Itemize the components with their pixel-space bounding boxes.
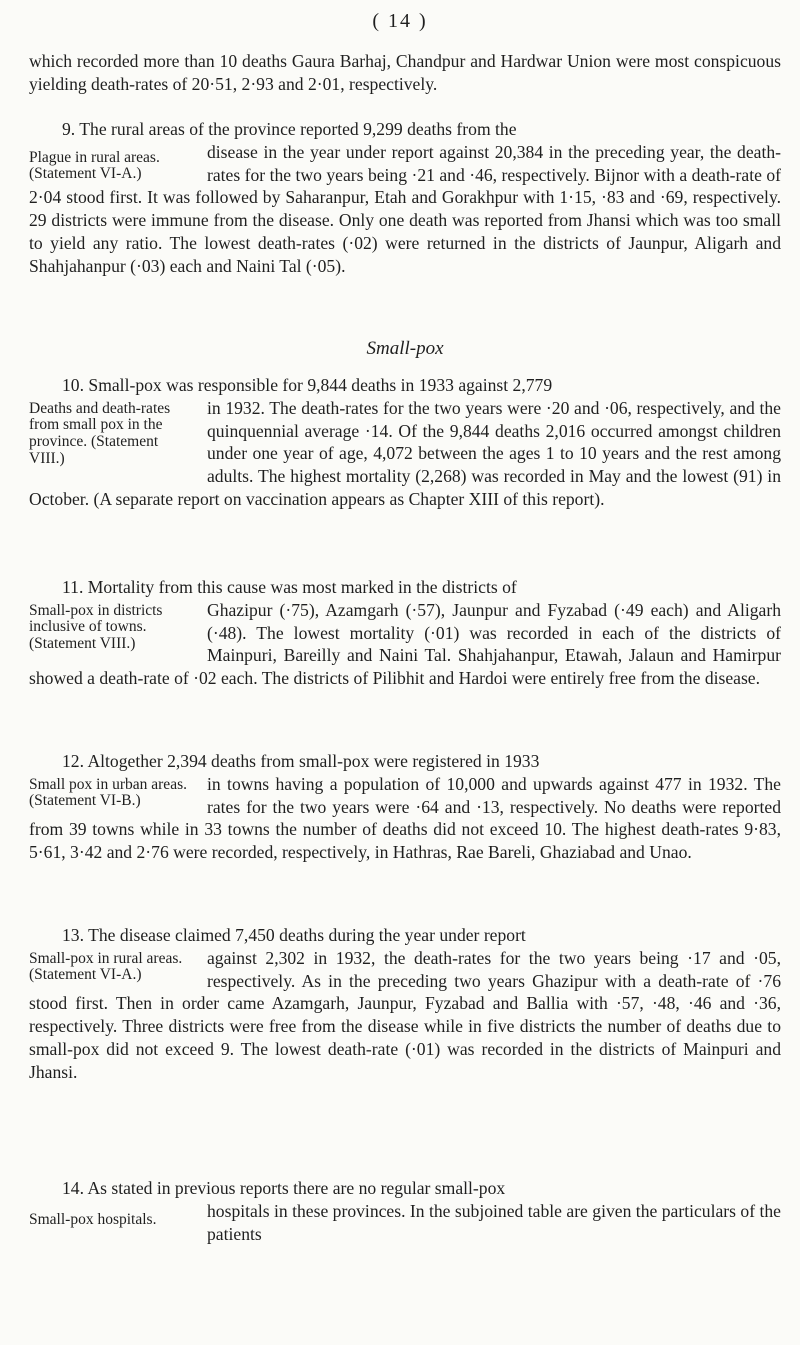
paragraph-10-lead	[29, 374, 781, 397]
paragraph-9-number: 9.	[62, 119, 76, 139]
paragraph-9-lead	[29, 118, 781, 141]
paragraph-11-lead-text: Mortality from this cause was most marked in the districts of	[87, 577, 517, 597]
paragraph-11	[29, 576, 781, 690]
paragraph-9	[29, 118, 781, 278]
paragraph-14-number: 14.	[62, 1178, 84, 1198]
margin-note-small-pox-province: Deaths and death-rates from small pox in the province. (Statement VIII.)	[29, 399, 171, 467]
paragraph-10	[29, 374, 781, 511]
margin-note-small-pox-urban: Small pox in urban areas. (Statement VI-B.)	[29, 775, 187, 810]
paragraph-13	[29, 924, 781, 1084]
section-heading-wrap	[29, 337, 781, 361]
intro-text: which recorded more than 10 deaths Gaura Barhaj, Chandpur and Hardwar Union were most conspicuous yielding death-rates of 20·51, 2·93 and 2·01, respectively.	[29, 51, 781, 94]
paragraph-10-lead-text: Small-pox was responsible for 9,844 deaths in 1933 against 2,779	[88, 375, 553, 395]
paragraph-13-lead-text: The disease claimed 7,450 deaths during the year under report	[88, 925, 526, 945]
paragraph-12-lead-text: Altogether 2,394 deaths from small-pox were registered in 1933	[87, 751, 540, 771]
margin-note-small-pox-rural: Small-pox in rural areas. (Statement VI-A.)	[29, 949, 183, 984]
paragraph-14	[29, 1177, 781, 1245]
paragraph-13-lead	[29, 924, 781, 947]
margin-note-plague-rural: Plague in rural areas. (Statement VI-A.)	[29, 148, 160, 183]
page-number: ( 14 )	[372, 10, 428, 32]
paragraph-12-lead	[29, 750, 781, 773]
paragraph-11-lead	[29, 576, 781, 599]
paragraph-11-text: Ghazipur (·75), Azamgarh (·57), Jaunpur and Fyzabad (·49 each) and Aligarh (·48). The lowest mortality (·01) was recorded in each of the districts of Mainpuri, Bareilly and Naini Tal. Shahjahanpur, Etawah, Jalaun and Hamirpur showed a death-rate of ·02 each. The districts of Pilibhit and Hardoi were entirely free from the disease.	[29, 599, 781, 689]
section-heading-small-pox: Small-pox	[366, 338, 444, 359]
paragraph-10-number: 10.	[62, 375, 84, 395]
paragraph-12-number: 12.	[62, 751, 84, 771]
paragraph-14-lead-text: As stated in previous reports there are no regular small-pox	[87, 1178, 506, 1198]
paragraph-13-number: 13.	[62, 925, 84, 945]
paragraph-14-text: hospitals in these provinces. In the subjoined table are given the particulars of the patients	[207, 1200, 781, 1244]
paragraph-13-text: against 2,302 in 1932, the death-rates for the two years being ·17 and ·05, respectively. As in the preceding two years Ghazipur with a death-rate of ·76 stood first. Then in order came Azamgarh, Jaunpur, Fyzabad and Ballia with ·57, ·48, ·46 and ·36, respectively. Three districts were free from the disease while in five districts the number of deaths due to small-pox did not exceed 9. The lowest death-rate (·01) was recorded in the districts of Mainpuri and Jhansi.	[29, 947, 781, 1082]
margin-note-small-pox-hospitals: Small-pox hospitals.	[29, 1210, 157, 1228]
paragraph-9-text: disease in the year under report against 20,384 in the preceding year, the death-rates for the two years being ·21 and ·46, respectively. Bijnor with a death-rate of 2·04 stood first. It was followed by Saharanpur, Etah and Gorakhpur with 1·15, ·83 and ·69, respectively. 29 districts were immune from the disease. Only one death was reported from Jhansi which was too small to yield any ratio. The lowest death-rates (·02) were returned in the districts of Jaunpur, Aligarh and Shahjahanpur (·03) each and Naini Tal (·05).	[29, 141, 781, 276]
paragraph-12	[29, 750, 781, 864]
intro-paragraph	[29, 50, 781, 96]
margin-note-small-pox-districts: Small-pox in districts inclusive of towns. (Statement VIII.)	[29, 601, 163, 652]
paragraph-12-text: in towns having a population of 10,000 and upwards against 477 in 1932. The rates for the two years were ·64 and ·13, respectively. No deaths were reported from 39 towns while in 33 towns the number of deaths did not exceed 10. The highest death-rates 9·83, 5·61, 3·42 and 2·76 were recorded, respectively, in Hathras, Rae Bareli, Ghaziabad and Unao.	[29, 773, 781, 863]
paragraph-10-text: in 1932. The death-rates for the two years were ·20 and ·06, respectively, and the quinquennial average ·14. Of the 9,844 deaths 2,016 occurred amongst children under one year of age, 4,072 between the ages 1 to 10 years and the rest among adults. The highest mortality (2,268) was recorded in May and the lowest (91) in October. (A separate report on vaccination appears as Chapter XIII of this report).	[29, 397, 781, 509]
paragraph-11-number: 11.	[62, 577, 84, 597]
paragraph-14-lead	[29, 1177, 781, 1200]
paragraph-9-lead-text: The rural areas of the province reported 9,299 deaths from the	[79, 119, 517, 139]
